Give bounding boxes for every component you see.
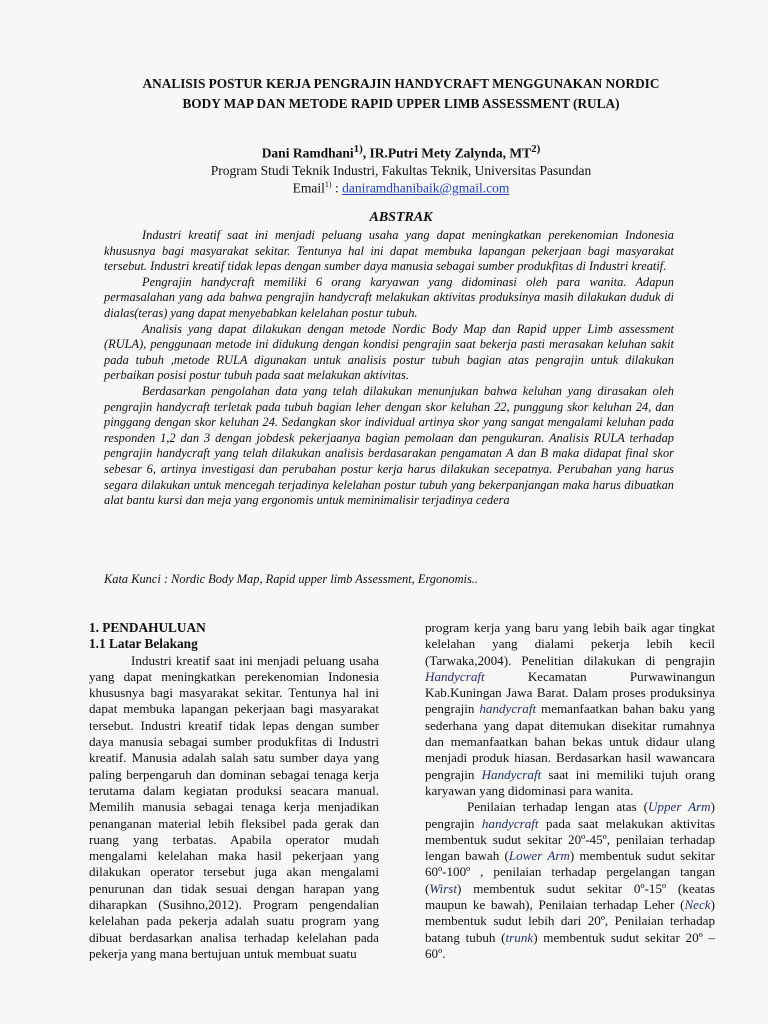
text-run: ) pengrajin [425, 799, 715, 831]
subsection-heading: 1.1 Latar Belakang [89, 636, 198, 652]
author-1: Dani Ramdhani [261, 145, 354, 161]
italic-term: trunk [505, 929, 534, 945]
abstract-heading: ABSTRAK [369, 210, 433, 225]
body-paragraph [425, 620, 715, 799]
abstract-body [104, 228, 674, 509]
text-run: Kecamatan Purwawinangun Kab.Kuningan Jawa Barat. Dalam proses produksinya pengrajin [425, 668, 715, 717]
title-line-1: ANALISIS POSTUR KERJA PENGRAJIN HANDYCRAFT MENGGUNAKAN NORDIC [142, 76, 660, 91]
author-separator: , [362, 145, 370, 161]
italic-term: handycraft [479, 701, 537, 717]
text-run: ) membentuk sudut sekitar 60º-100º , penilaian terhadap pergelangan tangan ( [425, 848, 716, 896]
abstract-paragraph: Industri kreatif saat ini menjadi peluang usaha yang dapat meningkatkan perekenomian Indonesia khususnya bagi masyarakat sekitar. Tentunya hal ini dapat membuka lapangan pekerjaan bagi masyarakat tersebut. Industri kreatif tidak lepas dengan sumber daya manusia sebagai sumber produkfitas di Industri kreatif. [104, 228, 674, 274]
italic-term: Handycraft [481, 766, 542, 782]
italic-term: Upper Arm [647, 799, 711, 815]
italic-term: handycraft [481, 815, 539, 831]
author-2-affil-mark: 2) [531, 143, 541, 155]
paper-title [104, 74, 698, 114]
italic-term: Wirst [429, 880, 458, 896]
text-run: ) membentuk sudut sekitar 20º – 60º. [425, 929, 715, 961]
email-colon: : [331, 180, 343, 196]
abstract-paragraph: Analisis yang dapat dilakukan dengan metode Nordic Body Map dan Rapid upper Limb assessment (RULA), penggunaan metode ini didukung dengan kondisi pengrajin saat bekerja pasti merasakan keluhan sakit pada tubuh ,metode RULA digunakan untuk analisis postur tubuh bagian atas pengrajin untuk dilakukan perbaikan posisi postur tubuh pada saat melakukan aktivitas. [104, 321, 674, 383]
italic-term: Lower Arm [508, 848, 570, 864]
body-paragraph: Industri kreatif saat ini menjadi peluang usaha yang dapat meningkatkan perekenomian Indonesia khususnya bagi masyarakat sekitar. Tentunya hal ini dapat membuka lapangan pekerjaan bagi masyarakat tersebut. Industri kreatif tidak lepas dengan sumber daya manusia sebagai sumber produkfitas di Industri kreatif. Manusia adalah salah satu sumber daya yang paling berpengaruh dan dominan sebagai tenaga kerja terutama dalam kegiatan produksi seacara manual. Memilih manusia sebagai tenaga kerja menjadikan penanganan material lebih fleksibel pada gerak dan ruang yang terbatas. Apabila operator mudah mengalami kelelahan maka hasil pekerjaan yang dilakukan operator tersebut juga akan mengalami penurunan dan tidak sesuai dengan harapan yang diharapkan (Susihno,2012). Program pengendalian kelelahan pada pekerja adalah suatu program yang dibuat berdasarkan analisa terhadap kelelahan pada pekerja yang mana bertujuan untuk membuat suatu [89, 652, 379, 961]
email-line [104, 180, 698, 197]
italic-term: Handycraft [425, 668, 485, 684]
body-paragraph [425, 799, 715, 962]
keywords: Kata Kunci : Nordic Body Map, Rapid upper limb Assessment, Ergonomis.. [104, 572, 478, 586]
text-run: saat ini memiliki tujuh orang karyawan yang didominasi para wanita. [425, 766, 715, 798]
author-line [104, 143, 698, 162]
italic-term: Neck [684, 897, 711, 913]
right-column [425, 620, 715, 962]
left-column [89, 620, 379, 962]
author-1-affil-mark: 1) [353, 143, 363, 155]
abstract-paragraph: Berdasarkan pengolahan data yang telah dilakukan menunjukan bahwa keluhan yang dirasakan oleh pengrajin handycraft terletak pada tubuh bagian leher dengan skor keluhan 22, punggung skor keluhan 24, dan pinggang dengan skor keluhan 24. Sedangkan skor individual artinya skor yang sangat mengalami keluhan pada responden 1,2 dan 3 dengan jobdesk pekerjaanya bagian pemolaan dan pengukuran. Analisis RULA terhadap pengrajin handycraft yang telah dilakukan analisis berdasarakan pengamatan A dan B maka didapat final skor sebesar 6, artinya investigasi dan perubahan postur kerja harus dilakukan secepatnya. Perubahan yang harus segara dilakukan untuk mencegah terjadinya kelelahan postur tubuh yang bekerpanjangan maka harus dibuatkan alat bantu kursi dan meja yang ergonomis untuk meminimalisir terjadinya cedera [104, 383, 674, 508]
text-run: ) membentuk sudut sekitar 0º-15º (keatas maupun ke bawah), Penilaian terhadap Leher ( [425, 880, 715, 913]
title-line-2: BODY MAP DAN METODE RAPID UPPER LIMB ASSESSMENT (RULA) [182, 96, 620, 111]
text-run: pada saat melakukan aktivitas membentuk sudut sekitar 20º-45º, penilaian terhadap lengan bawah ( [425, 815, 715, 864]
email-label: Email [292, 180, 325, 196]
author-2: IR.Putri Mety Zalynda, MT [369, 145, 532, 161]
text-run: memanfaatkan bahan baku yang sederhana yang dapat ditemukan disekitar rumahnya dan memanfaatkan bahan bekas untuk didaur ulang menjadi produk hiasan. Berdasarkan hasil wawancara pengrajin [425, 701, 715, 782]
email-affil-mark: 1) [324, 180, 332, 189]
text-run: ) membentuk sudut lebih dari 20º, Penilaian terhadap batang tubuh ( [425, 897, 715, 945]
text-run: Penilaian terhadap lengan atas ( [467, 799, 648, 815]
email-link[interactable]: daniramdhanibaik@gmail.com [342, 180, 510, 196]
text-run: program kerja yang baru yang lebih baik agar tingkat kelelahan yang dialami pekerja lebih kecil (Tarwaka,2004). Penelitian dilakukan di pengrajin [425, 620, 715, 668]
section-heading: 1. PENDAHULUAN [89, 620, 206, 635]
abstract-paragraph: Pengrajin handycraft memiliki 6 orang karyawan yang didominasi oleh para wanita. Adapun permasalahan yang ada bahwa pengrajin handycraft melakukan aktivitas produksinya masih dilakukan duduk di dialas(teras) yang dapat menyebabkan kelelahan postur tubuh. [104, 274, 674, 320]
affiliation: Program Studi Teknik Industri, Fakultas Teknik, Universitas Pasundan [210, 163, 592, 178]
